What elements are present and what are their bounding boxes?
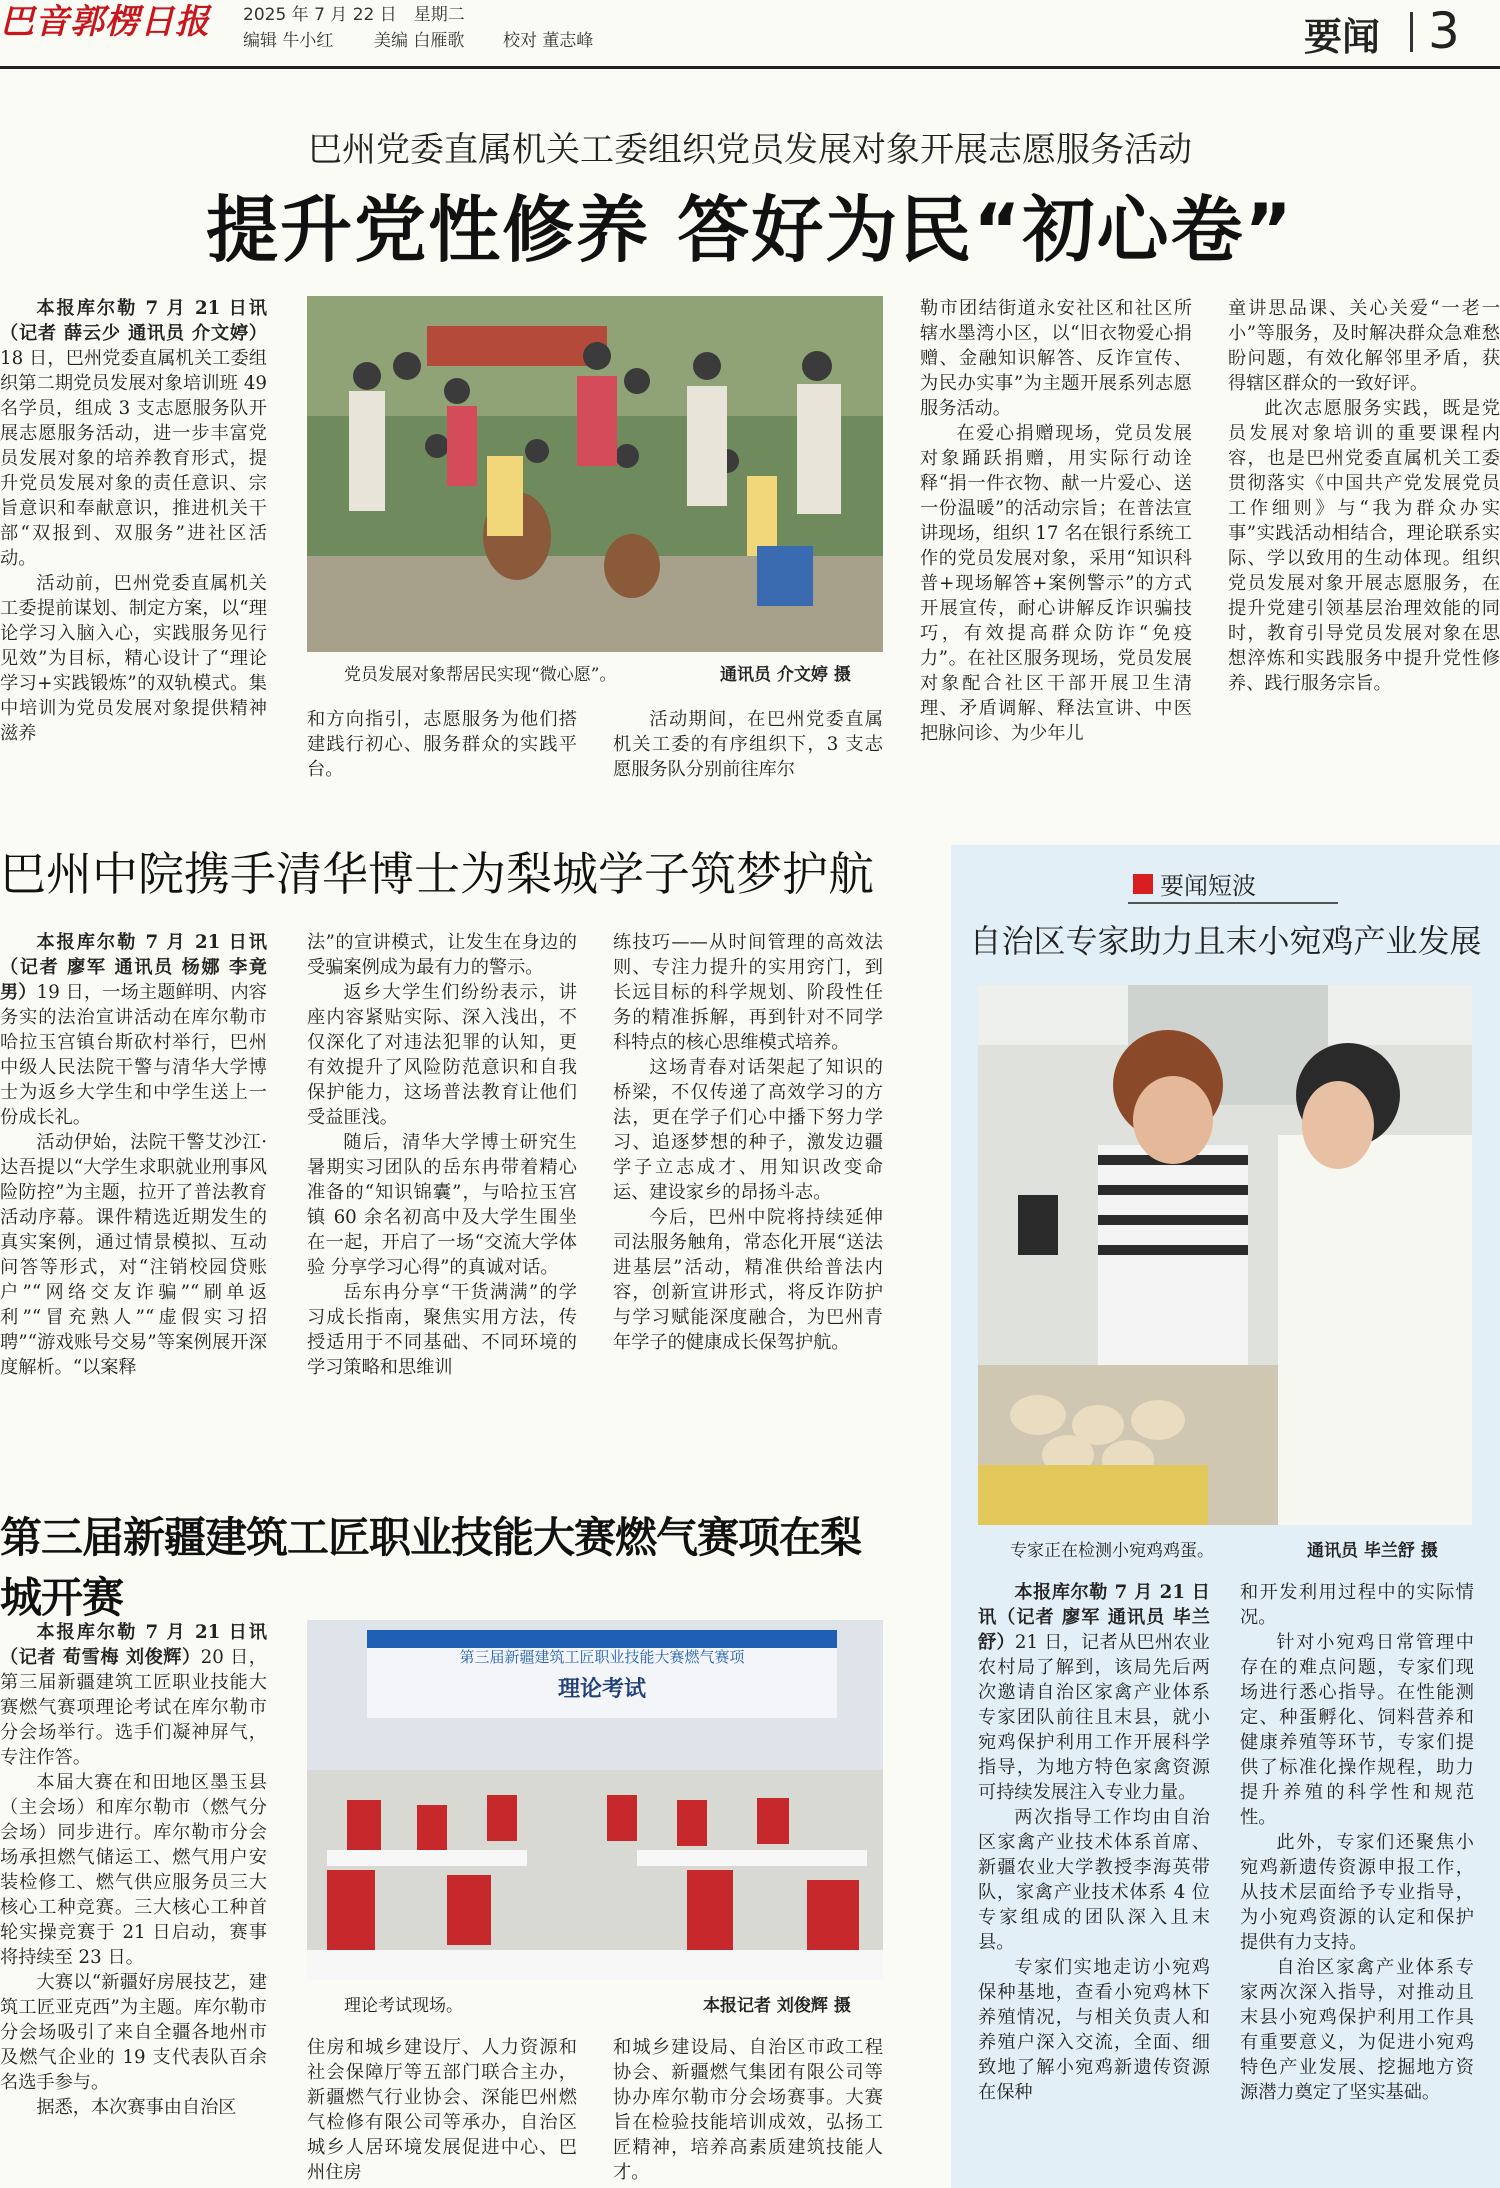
- proofreader-credit: 校对 董志峰: [503, 31, 594, 51]
- sidebar-paragraph: 21 日，记者从巴州农业农村局了解到，该局先后两次邀请自治区家禽产业体系专家团队前往且末县，就小宛鸡保护利用工作开展科学指导，为地方特色家禽资源可持续发展注入专业力量。: [978, 1632, 1210, 1803]
- article3-lead: 本报库尔勒 7 月 21 日讯（记者 荀雪梅 刘俊辉）: [0, 1622, 267, 1668]
- sidebar-paragraph: 两次指导工作均由自治区家禽产业技术体系首席、新疆农业大学教授李海英带队，家禽产业技术体系 4 位专家组成的团队深入且末县。: [978, 1807, 1210, 1953]
- article1-column-3: [613, 707, 883, 785]
- article3-column-3: [613, 2035, 883, 2188]
- page-number: 3: [1428, 2, 1460, 60]
- article3-column-2: [307, 2035, 577, 2188]
- article3-photo-caption: 理论考试现场。: [344, 1996, 463, 2016]
- article2-paragraph: 岳东冉分享“干货满满”的学习成长指南，聚焦实用方法，传授适用于不同基础、不同环境的学习策略和思维训: [307, 1282, 577, 1378]
- article3-paragraph: 据悉，本次赛事由自治区: [36, 2097, 237, 2118]
- brief-tag-marker: [1133, 874, 1153, 894]
- article1-paragraph: 在爱心捐赠现场，党员发展对象踊跃捐赠，用实际行动诠释“捐一件衣物、献一片爱心、送一份温暖”的活动宗旨；在普法宣讲现场，组织 17 名在银行系统工作的党员发展对象，采用“知识科普+现场解答+案例警示”的方式开展宣传，耐心讲解反诈识骗技巧，有效提高群众防诈“免疫力”。在社区服务现场，党员发展对象配合社区干部开展卫生清理、矛盾调解、释法宣讲、中医把脉问诊、为少年儿: [920, 423, 1192, 744]
- article2-paragraph: 今后，巴州中院将持续延伸司法服务触角，常态化开展“送法进基层”活动，精准供给普法内容，创新宣讲形式，将反诈防护与学习赋能深度融合，为巴州青年学子的健康成长保驾护航。: [613, 1207, 883, 1353]
- article1-column-2: [307, 707, 577, 785]
- sidebar-photo: [978, 985, 1472, 1525]
- article1-paragraph: 童讲思品课、关心关爱“一老一小”等服务，及时解决群众急难愁盼问题，有效化解邻里矛盾，获得辖区群众的一致好评。: [1228, 298, 1500, 394]
- article2-paragraph: 法”的宣讲模式，让发生在身边的受骗案例成为最有力的警示。: [307, 932, 577, 978]
- article2-column-2: [307, 930, 577, 1450]
- article1-photo-caption: 党员发展对象帮居民实现“微心愿”。: [344, 665, 617, 685]
- article1-paragraph: 和方向指引，志愿服务为他们搭建践行初心、服务群众的实践平台。: [307, 709, 577, 780]
- section-divider: [1410, 12, 1413, 52]
- sidebar-paragraph: 此外，专家们还聚焦小宛鸡新遗传资源申报工作，从技术层面给予专业指导，为小宛鸡资源的认定和保护提供有力支持。: [1240, 1832, 1474, 1953]
- article1-paragraph: 活动前，巴州党委直属机关工委提前谋划、制定方案，以“理论学习入脑入心，实践服务见行见效”为目标，精心设计了“理论学习+实践锻炼”的双轨模式。集中培训为党员发展对象提供精神滋养: [0, 573, 267, 744]
- article3-paragraph: 住房和城乡建设厅、人力资源和社会保障厅等五部门联合主办，新疆燃气行业协会、深能巴州燃气检修有限公司等承办，自治区城乡人居环境发展促进中心、巴州住房: [307, 2037, 577, 2183]
- article2-paragraph: 返乡大学生们纷纷表示，讲座内容紧贴实际、深入浅出，不仅深化了对违法犯罪的认知，更有效提升了风险防范意识和自我保护能力，这场普法教育让他们受益匪浅。: [307, 982, 577, 1128]
- sidebar-photo-credit: 通讯员 毕兰舒 摄: [1307, 1541, 1438, 1561]
- sidebar-lead: 本报库尔勒 7 月 21 日讯（记者 廖军 通讯员 毕兰舒）: [978, 1582, 1210, 1653]
- article2-paragraph: 随后，清华大学博士研究生暑期实习团队的岳东冉带着精心准备的“知识锦囊”，与哈拉玉宫镇 60 余名初高中及大学生围坐在一起，开启了一场“交流大学体验 分享学习心得”的真诚对话。: [307, 1132, 577, 1278]
- exam-banner-subtitle: 理论考试: [557, 1677, 646, 1702]
- article2-paragraph: 这场青春对话架起了知识的桥梁，不仅传递了高效学习的方法，更在学子们心中播下努力学习、追逐梦想的种子，激发边疆学子立志成才、用知识改变命运、建设家乡的昂扬斗志。: [613, 1057, 883, 1203]
- article2-column-3: [613, 930, 883, 1450]
- sidebar-paragraph: 专家们实地走访小宛鸡保种基地，查看小宛鸡林下养殖情况，与相关负责人和养殖户深入交流，全面、细致地了解小宛鸡新遗传资源在保种: [978, 1957, 1210, 2103]
- section-label: 要闻: [1303, 15, 1380, 59]
- newspaper-masthead: 巴音郭楞日报: [0, 2, 210, 42]
- article1-paragraph: 勒市团结街道永安社区和社区所辖水墨湾小区，以“旧衣物爱心捐赠、金融知识解答、反诈宣传、为民办实事”为主题开展系列志愿服务活动。: [920, 298, 1192, 419]
- article1-lead: 本报库尔勒 7 月 21 日讯（记者 薛云少 通讯员 介文婷）: [0, 298, 267, 344]
- article1-headline: 提升党性修养 答好为民“初心卷”: [206, 188, 1294, 272]
- article1-paragraph: 18 日，巴州党委直属机关工委组织第二期党员发展对象培训班 49 名学员，组成 3 支志愿服务队开展志愿服务活动，进一步丰富党员发展对象的培养教育形式，提升党员发展对象的责任意识、宗旨意识和奉献意识，推进机关干部“双报到、双服务”进社区活动。: [0, 348, 267, 569]
- header-rule: [0, 66, 1500, 69]
- article1-photo: [307, 296, 883, 652]
- article1-column-1: [0, 296, 267, 784]
- sidebar-paragraph: 自治区家禽产业体系专家两次深入指导，对推动且末县小宛鸡保护利用工作具有重要意义，为促进小宛鸡特色产业发展、挖掘地方资源潜力奠定了坚实基础。: [1240, 1957, 1474, 2103]
- article1-subhead: 巴州党委直属机关工委组织党员发展对象开展志愿服务活动: [308, 130, 1192, 170]
- brief-tag: 要闻短波: [1160, 872, 1256, 900]
- sidebar-photo-caption: 专家正在检测小宛鸡鸡蛋。: [1010, 1541, 1214, 1561]
- sidebar-paragraph: 和开发利用过程中的实际情况。: [1240, 1582, 1474, 1628]
- exam-banner-title: 第三届新疆建筑工匠职业技能大赛燃气赛项: [459, 1648, 745, 1666]
- article2-column-1: [0, 930, 267, 1450]
- sidebar-paragraph: 针对小宛鸡日常管理中存在的难点问题，专家们现场进行悉心指导。在性能测定、种蛋孵化、饲料营养和健康养殖等环节，专家们提供了标准化操作规程，助力提升养殖的科学性和规范性。: [1240, 1632, 1474, 1828]
- article2-paragraph: 练技巧——从时间管理的高效法则、专注力提升的实用窍门，到长远目标的科学规划、阶段性任务的精准拆解，再到针对不同学科特点的核心思维模式培养。: [613, 932, 883, 1053]
- article3-paragraph: 本届大赛在和田地区墨玉县（主会场）和库尔勒市（燃气分会场）同步进行。库尔勒市分会场承担燃气储运工、燃气用户安装检修工、燃气供应服务员三大核心工种竞赛。三大核心工种首轮实操竞赛于 21 日启动，赛事将持续至 23 日。: [0, 1772, 267, 1968]
- article3-paragraph: 20 日，第三届新疆建筑工匠职业技能大赛燃气赛项理论考试在库尔勒市分会场举行。选手们凝神屏气，专注作答。: [0, 1647, 267, 1768]
- article3-paragraph: 大赛以“新疆好房展技艺，建筑工匠亚克西”为主题。库尔勒市分会场吸引了来自全疆各地州市及燃气企业的 19 支代表队百余名选手参与。: [0, 1972, 267, 2093]
- article2-headline: 巴州中院携手清华博士为梨城学子筑梦护航: [0, 847, 874, 901]
- designer-credit: 美编 白雁歌: [374, 31, 465, 51]
- article1-photo-credit: 通讯员 介文婷 摄: [720, 665, 851, 685]
- article1-column-4: [920, 296, 1192, 784]
- article1-paragraph: 活动期间，在巴州党委直属机关工委的有序组织下，3 支志愿服务队分别前往库尔: [613, 709, 883, 780]
- publication-date: 2025 年 7 月 22 日 星期二: [243, 5, 465, 25]
- sidebar-headline: 自治区专家助力且末小宛鸡产业发展: [969, 922, 1482, 960]
- article3-headline: 第三届新疆建筑工匠职业技能大赛燃气赛项在梨城开赛: [0, 1513, 862, 1622]
- brief-tag-underline: [1128, 902, 1338, 904]
- editor-credit: 编辑 牛小红: [243, 31, 334, 51]
- article2-paragraph: 活动伊始，法院干警艾沙江·达吾提以“大学生求职就业刑事风险防控”为主题，拉开了普法教育活动序幕。课件精选近期发生的真实案例，通过情景模拟、互动问答等形式，对“注销校园贷账户”“网络交友诈骗”“刷单返利”“冒充熟人”“虚假实习招聘”“游戏账号交易”等案例展开深度解析。“以案释: [0, 1132, 267, 1378]
- article3-column-1: [0, 1620, 267, 2188]
- article2-lead: 本报库尔勒 7 月 21 日讯（记者 廖军 通讯员 杨娜 李竟男）: [0, 932, 267, 1003]
- sidebar-column-1: [978, 1580, 1210, 2180]
- article1-column-5: [1228, 296, 1500, 784]
- sidebar-column-2: [1240, 1580, 1474, 2180]
- article3-photo-credit: 本报记者 刘俊辉 摄: [703, 1996, 851, 2016]
- article3-photo: [307, 1620, 883, 1980]
- article2-paragraph: 19 日，一场主题鲜明、内容务实的法治宣讲活动在库尔勒市哈拉玉宫镇台斯砍村举行，巴州中级人民法院干警与清华大学博士为返乡大学生和中学生送上一份成长礼。: [0, 982, 267, 1128]
- article1-paragraph: 此次志愿服务实践，既是党员发展对象培训的重要课程内容，也是巴州党委直属机关工委贯彻落实《中国共产党发展党员工作细则》与“我为群众办实事”实践活动相结合，理论联系实际、学以致用的生动体现。组织党员发展对象开展志愿服务，在提升党建引领基层治理效能的同时，教育引导党员发展对象在思想淬炼和实践服务中提升党性修养、践行服务宗旨。: [1228, 398, 1500, 694]
- article3-paragraph: 和城乡建设局、自治区市政工程协会、新疆燃气集团有限公司等协办库尔勒市分会场赛事。大赛旨在检验技能培训成效，弘扬工匠精神，培养高素质建筑技能人才。: [613, 2037, 883, 2183]
